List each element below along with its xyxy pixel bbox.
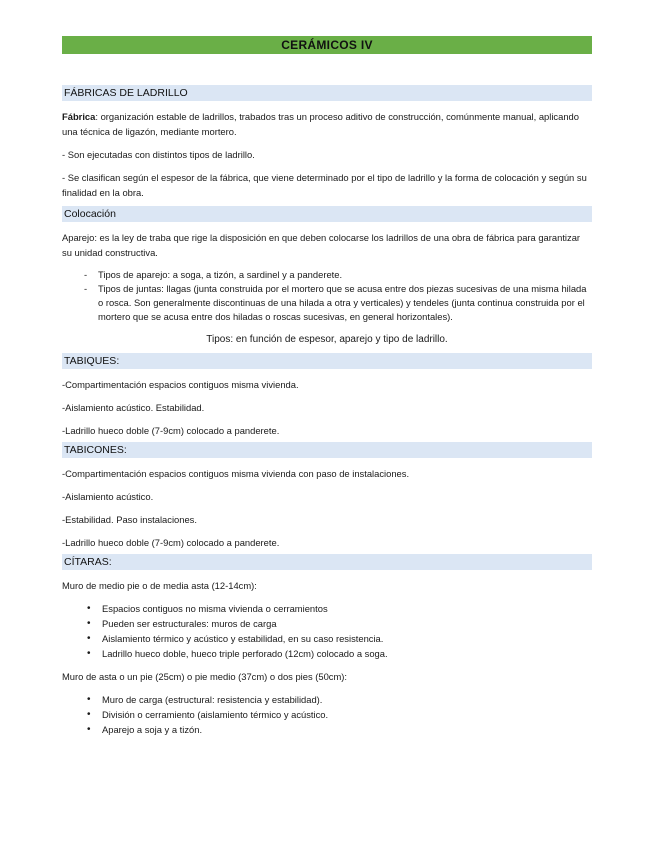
tabicones-line: -Aislamiento acústico. bbox=[62, 491, 154, 502]
list-item: - Tipos de juntas: llagas (junta construida por el mortero que se acusa entre dos piezas sucesivas de una misma hilada o rosca. Son generalmente discontinuas de una hilada a otra y verticales) y tendeles (junta continua construida por el mortero que se acusa entre dos hiladas o roscas sucesivas, en general horizontales). bbox=[62, 282, 592, 324]
tabiques-line: -Compartimentación espacios contiguos misma vivienda. bbox=[62, 379, 299, 390]
aparejo-paragraph: Aparejo: es la ley de traba que rige la disposición en que deben colocarse los ladrillos de una obra de fábrica para garantizar su unidad constructiva. bbox=[62, 232, 581, 258]
list-item: • Aislamiento térmico y acústico y estabilidad, en su caso resistencia. bbox=[62, 631, 592, 646]
citaras-list-2 bbox=[62, 692, 592, 737]
list-item: • Pueden ser estructurales: muros de carga bbox=[62, 616, 592, 631]
document-title: CERÁMICOS IV bbox=[62, 36, 592, 54]
tabicones-line: -Compartimentación espacios contiguos misma vivienda con paso de instalaciones. bbox=[62, 468, 410, 479]
section-heading-citaras: CÍTARAS: bbox=[62, 554, 592, 570]
fabricas-paragraph-3: - Se clasifican según el espesor de la fábrica, que viene determinado por el tipo de ladrillo y la forma de colocación y según su finalidad en la obra. bbox=[62, 172, 587, 198]
list-item: - Tipos de aparejo: a soga, a tizón, a sardinel y a panderete. bbox=[62, 268, 592, 282]
tabicones-line: -Estabilidad. Paso instalaciones. bbox=[62, 514, 197, 525]
list-item: • Espacios contiguos no misma vivienda o cerramientos bbox=[62, 601, 592, 616]
tabiques-line: -Ladrillo hueco doble (7-9cm) colocado a panderete. bbox=[62, 425, 280, 436]
section-heading-fabricas: FÁBRICAS DE LADRILLO bbox=[62, 85, 592, 101]
section-heading-colocacion: Colocación bbox=[62, 206, 592, 222]
fabrica-definition-text: : organización estable de ladrillos, trabados tras un proceso aditivo de construcción, comúnmente manual, aplicando una técnica de ligazón, mediante mortero. bbox=[62, 111, 579, 137]
fabrica-definition bbox=[62, 109, 592, 139]
citaras-intro-1: Muro de medio pie o de media asta (12-14cm): bbox=[62, 580, 257, 591]
tabicones-line: -Ladrillo hueco doble (7-9cm) colocado a panderete. bbox=[62, 537, 280, 548]
fabricas-paragraph-2: - Son ejecutadas con distintos tipos de ladrillo. bbox=[62, 149, 255, 160]
document-body bbox=[62, 85, 592, 737]
section-heading-tabiques: TABIQUES: bbox=[62, 353, 592, 369]
list-item: • Ladrillo hueco doble, hueco triple perforado (12cm) colocado a soga. bbox=[62, 646, 592, 661]
list-item: • Muro de carga (estructural: resistencia y estabilidad). bbox=[62, 692, 592, 707]
list-item: • División o cerramiento (aislamiento térmico y acústico. bbox=[62, 707, 592, 722]
citaras-list-1 bbox=[62, 601, 592, 661]
tabiques-line: -Aislamiento acústico. Estabilidad. bbox=[62, 402, 205, 413]
colocacion-list bbox=[62, 268, 592, 324]
section-heading-tabicones: TABICONES: bbox=[62, 442, 592, 458]
list-item: • Aparejo a soja y a tizón. bbox=[62, 722, 592, 737]
fabrica-label: Fábrica bbox=[62, 111, 96, 122]
citaras-intro-2: Muro de asta o un pie (25cm) o pie medio (37cm) o dos pies (50cm): bbox=[62, 671, 348, 682]
tipos-line: Tipos: en función de espesor, aparejo y tipo de ladrillo. bbox=[206, 334, 448, 345]
